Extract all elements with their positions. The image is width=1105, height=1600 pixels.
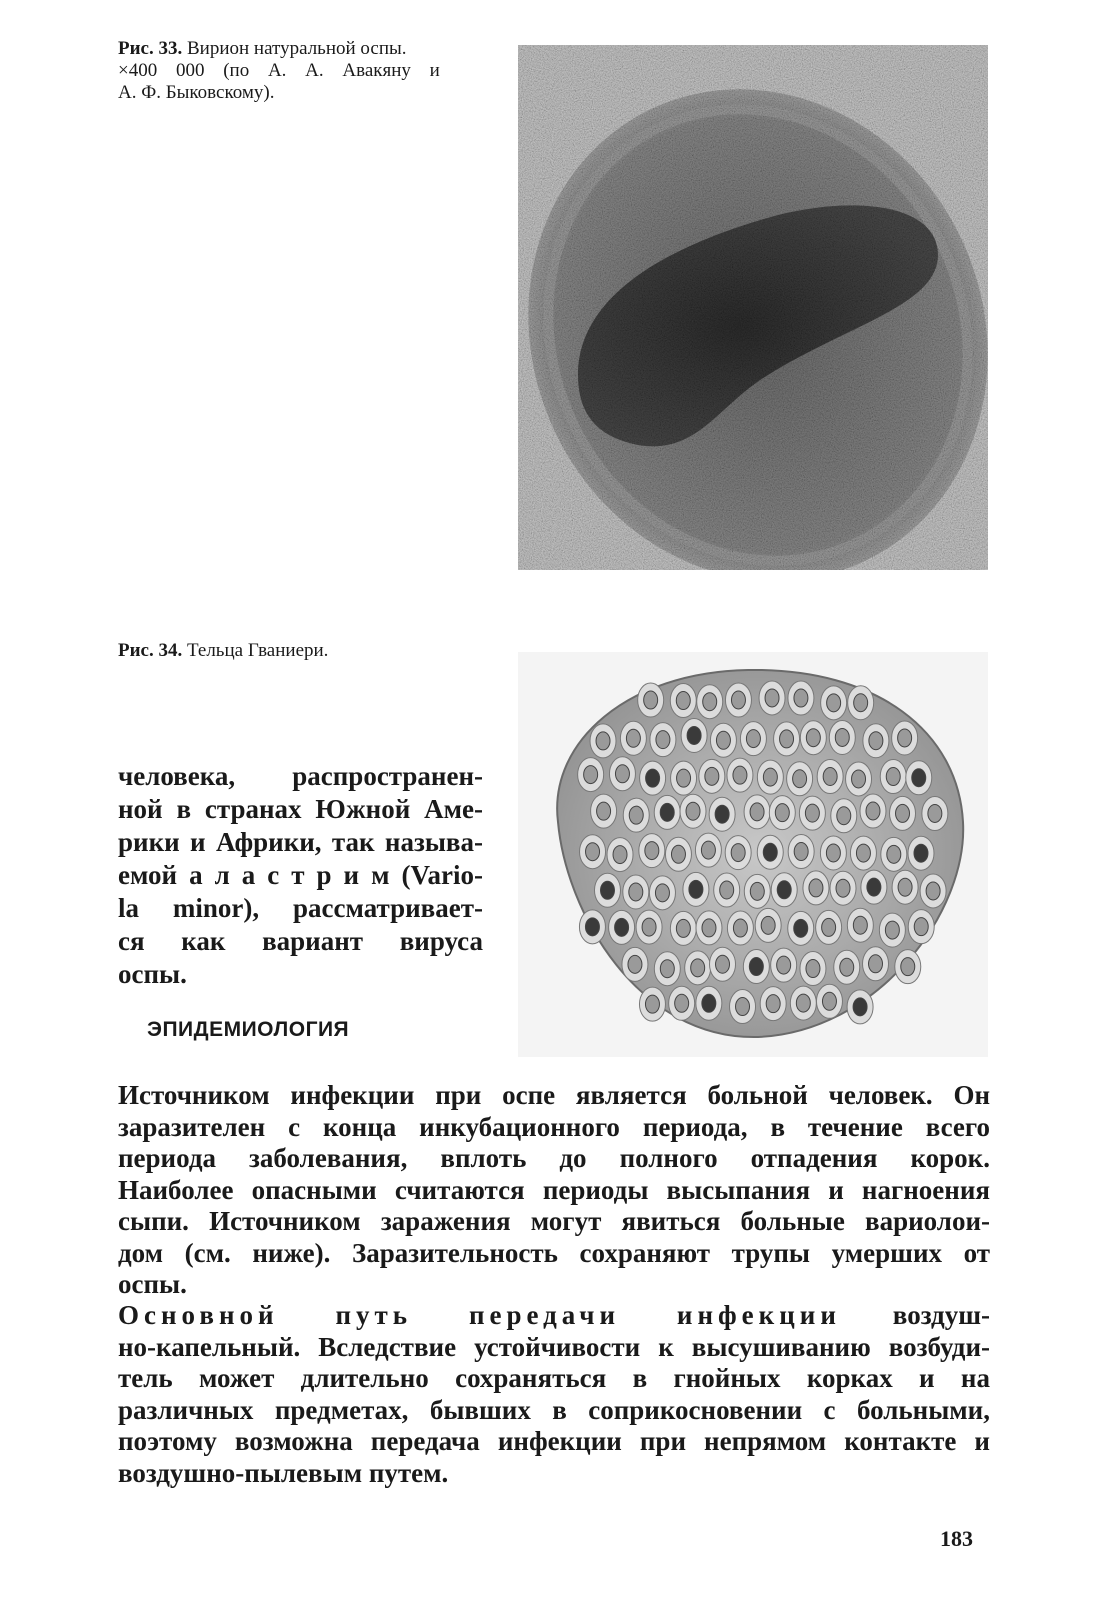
text-line: [118, 1300, 990, 1332]
cell-nucleus: [701, 841, 715, 859]
cell-nucleus: [689, 880, 703, 898]
text-line: дом (см. ниже). Заразительность сохраняют трупы умерших от: [118, 1237, 990, 1268]
figure-33-label: Рис. 33.: [118, 38, 183, 59]
cell-nucleus: [584, 766, 598, 784]
text-line: оспы.: [118, 959, 187, 989]
text-line: Источником инфекции при оспе является больной человек. Он: [118, 1080, 990, 1110]
cell-nucleus: [733, 919, 747, 937]
cell-nucleus: [809, 879, 823, 897]
cell-nucleus: [675, 994, 689, 1012]
cell-nucleus: [736, 998, 750, 1016]
guarnieri-bodies-illustration: [518, 652, 988, 1057]
cell-nucleus: [642, 918, 656, 936]
cell-nucleus: [691, 959, 705, 977]
cell-nucleus: [835, 728, 849, 746]
text-fragment: воздуш-: [840, 1300, 991, 1330]
cell-nucleus: [766, 995, 780, 1013]
text-line: воздушно-пылевым путем.: [118, 1457, 449, 1488]
section-heading: ЭПИДЕМИОЛОГИЯ: [147, 1018, 350, 1041]
paragraph-transmission-route: [118, 1300, 990, 1489]
cell-nucleus: [794, 843, 808, 861]
cell-nucleus: [852, 770, 866, 788]
cell-nucleus: [626, 729, 640, 747]
cell-nucleus: [600, 881, 614, 899]
caption-line: Вирион натуральной оспы.: [187, 38, 407, 59]
text-line: сыпи. Источником заражения могут явиться больные вариолои-: [118, 1206, 990, 1236]
cell-nucleus: [898, 729, 912, 747]
cell-nucleus: [702, 919, 716, 937]
cell-nucleus: [746, 730, 760, 748]
cell-nucleus: [896, 804, 910, 822]
cell-nucleus: [806, 960, 820, 978]
virion-micrograph: [518, 45, 988, 570]
cell-nucleus: [775, 804, 789, 822]
cell-nucleus: [749, 958, 763, 976]
cell-nucleus: [702, 994, 716, 1012]
text-line: оспы.: [118, 1269, 187, 1299]
text-line: различных предметах, бывших в соприкосновении с больными,: [118, 1394, 990, 1425]
text-line: тель может длительно сохраняться в гнойных корках и на: [118, 1363, 990, 1393]
text-line: la minor), рассматривает-: [118, 893, 483, 923]
cell-nucleus: [886, 768, 900, 786]
cell-nucleus: [733, 766, 747, 784]
paragraph-source-of-infection: [118, 1080, 990, 1301]
cell-nucleus: [656, 731, 670, 749]
cell-nucleus: [867, 878, 881, 896]
cell-nucleus: [869, 955, 883, 973]
cell-nucleus: [613, 846, 627, 864]
cell-nucleus: [794, 919, 808, 937]
guarnieri-bodies-image: [518, 652, 988, 1057]
text-line: поэтому возможна передача инфекции при непрямом контакте и: [118, 1426, 990, 1456]
cell-nucleus: [671, 845, 685, 863]
cell-nucleus: [796, 994, 810, 1012]
cell-nucleus: [750, 882, 764, 900]
cell-nucleus: [615, 918, 629, 936]
caption-line: ×400 000 (по А. А. Авакяну и: [118, 60, 440, 81]
cell-nucleus: [731, 844, 745, 862]
cell-nucleus: [885, 921, 899, 939]
page-number: 183: [940, 1526, 973, 1551]
cell-nucleus: [856, 844, 870, 862]
cell-nucleus: [854, 694, 868, 712]
cell-nucleus: [836, 879, 850, 897]
cell-nucleus: [823, 768, 837, 786]
text-line: ся как вариант вируса: [118, 926, 483, 956]
cell-nucleus: [687, 726, 701, 744]
cell-nucleus: [928, 804, 942, 822]
virion-micrograph-image: [518, 45, 988, 570]
cell-nucleus: [777, 956, 791, 974]
cell-nucleus: [837, 807, 851, 825]
cell-nucleus: [644, 691, 658, 709]
cell-nucleus: [765, 689, 779, 707]
text-line: Наиболее опасными считаются периоды высыпания и нагноения: [118, 1174, 990, 1205]
cell-nucleus: [898, 878, 912, 896]
text-line: емой а л а с т р и м (Vario-: [118, 860, 483, 890]
cell-nucleus: [827, 694, 841, 712]
text-line: но-капельный. Вследствие устойчивости к высушиванию возбуди-: [118, 1331, 990, 1362]
cell-nucleus: [720, 881, 734, 899]
text-line: периода заболевания, вплоть до полного отпадения корок.: [118, 1143, 990, 1173]
cell-nucleus: [646, 769, 660, 787]
cell-nucleus: [716, 955, 730, 973]
cell-nucleus: [615, 765, 629, 783]
cell-nucleus: [628, 955, 642, 973]
cell-nucleus: [629, 806, 643, 824]
cell-nucleus: [597, 802, 611, 820]
cell-nucleus: [869, 732, 883, 750]
cell-nucleus: [826, 844, 840, 862]
cell-nucleus: [866, 802, 880, 820]
cell-nucleus: [676, 692, 690, 710]
cell-nucleus: [926, 882, 940, 900]
cell-nucleus: [805, 804, 819, 822]
text-line: заразителен с конца инкубационного периода, в течение всего: [118, 1111, 990, 1142]
cell-nucleus: [715, 805, 729, 823]
cell-nucleus: [660, 803, 674, 821]
cell-nucleus: [794, 689, 808, 707]
cell-nucleus: [901, 958, 915, 976]
cell-nucleus: [914, 844, 928, 862]
text-line: человека, распространен-: [118, 761, 483, 791]
cell-nucleus: [840, 958, 854, 976]
cell-nucleus: [686, 802, 700, 820]
cell-nucleus: [763, 768, 777, 786]
figure-34-label: Рис. 34.: [118, 640, 183, 661]
cell-nucleus: [629, 883, 643, 901]
figure-33-caption: [118, 38, 478, 104]
cell-nucleus: [763, 843, 777, 861]
cell-nucleus: [660, 960, 674, 978]
text-line: ной в странах Южной Аме-: [118, 794, 483, 824]
cell-nucleus: [703, 693, 717, 711]
side-paragraph: [118, 760, 483, 991]
cell-nucleus: [676, 919, 690, 937]
text-line: рики и Африки, так называ-: [118, 827, 483, 857]
cell-nucleus: [853, 998, 867, 1016]
cell-nucleus: [793, 770, 807, 788]
cell-nucleus: [677, 769, 691, 787]
cell-nucleus: [750, 803, 764, 821]
caption-line: А. Ф. Быковскому).: [118, 82, 275, 103]
cell-nucleus: [596, 732, 610, 750]
cell-nucleus: [806, 729, 820, 747]
cell-nucleus: [887, 845, 901, 863]
cell-nucleus: [853, 916, 867, 934]
cell-nucleus: [822, 918, 836, 936]
cell-nucleus: [645, 842, 659, 860]
cell-nucleus: [705, 767, 719, 785]
cell-nucleus: [912, 769, 926, 787]
cell-nucleus: [761, 916, 775, 934]
cell-nucleus: [716, 731, 730, 749]
cell-nucleus: [585, 918, 599, 936]
cell-nucleus: [777, 881, 791, 899]
spaced-emphasis: Основной путь передачи инфекции: [118, 1300, 841, 1330]
figure-34-caption: [118, 640, 328, 662]
cell-nucleus: [822, 992, 836, 1010]
cell-nucleus: [780, 730, 794, 748]
caption-text: Тельца Гваниери.: [187, 640, 329, 661]
cell-nucleus: [914, 918, 928, 936]
cell-nucleus: [655, 884, 669, 902]
cell-nucleus: [731, 691, 745, 709]
cell-nucleus: [586, 843, 600, 861]
cell-nucleus: [645, 995, 659, 1013]
